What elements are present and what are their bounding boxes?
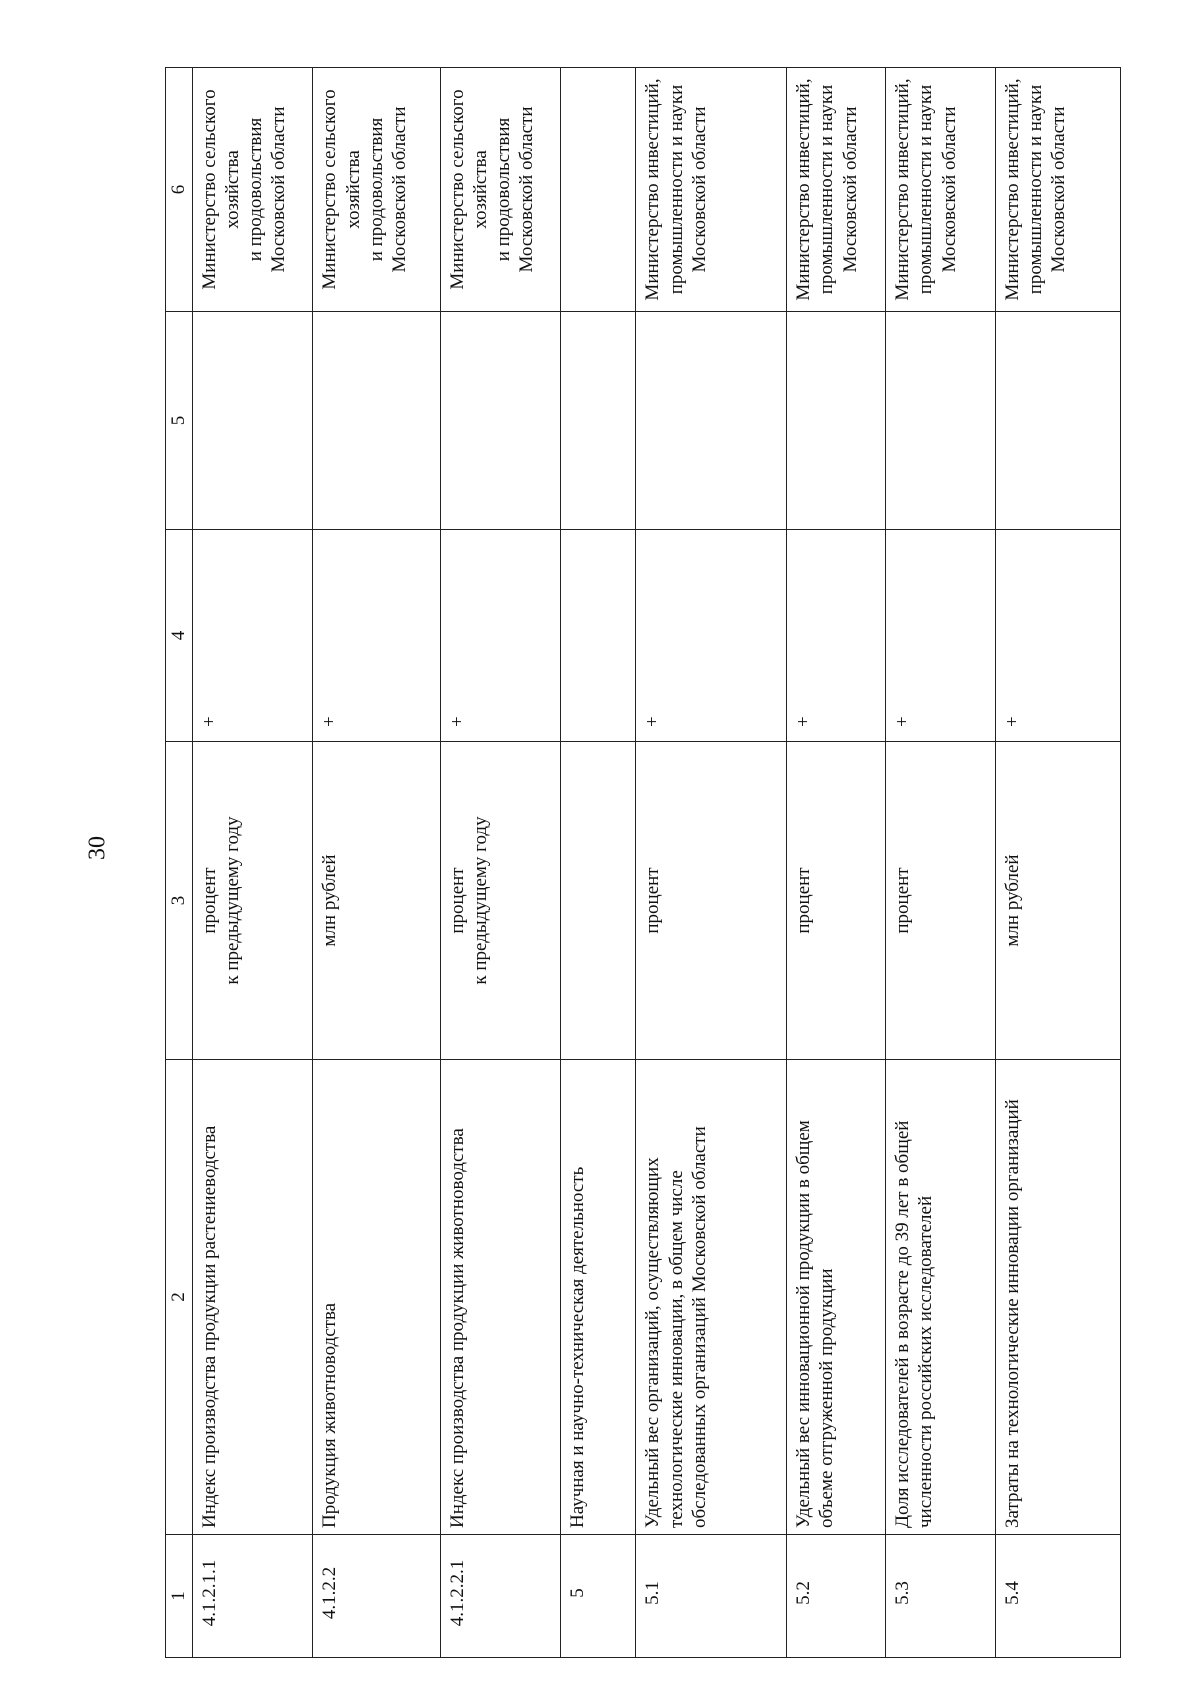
table-row [636,68,787,1658]
responsible-authority: Министерство инвестиций, промышленности и науки Московской области [636,68,787,312]
unit-of-measure [561,742,636,1060]
column-header: 5 [166,312,193,530]
table-row [787,68,886,1658]
unit-of-measure: процент [886,742,996,1060]
indicator-table-rotated [165,68,1121,1658]
indicator-table [165,67,1121,1658]
responsible-authority: Министерство сельского хозяйства и продовольствия Московской области [313,68,440,312]
column-header: 2 [166,1060,193,1535]
indicator-name: Индекс производства продукции животноводства [440,1060,561,1535]
availability-mark: + [787,530,886,742]
indicator-code: 5.1 [636,1535,787,1658]
unit-of-measure: млн рублей [313,742,440,1060]
indicator-code: 5 [561,1535,636,1658]
table-row [313,68,440,1658]
indicator-name: Доля исследователей в возрасте до 39 лет в общей численности российских исследователей [886,1060,996,1535]
column-header: 3 [166,742,193,1060]
table-header-row [166,68,193,1658]
indicator-name: Научная и научно-техническая деятельность [561,1060,636,1535]
table-row [996,68,1121,1658]
availability-mark: + [636,530,787,742]
unit-of-measure: процент к предыдущему году [192,742,313,1060]
responsible-authority: Министерство сельского хозяйства и продовольствия Московской области [192,68,313,312]
availability-mark: + [440,530,561,742]
indicator-code: 4.1.2.1.1 [192,1535,313,1658]
column-5-value [787,312,886,530]
indicator-code: 4.1.2.2 [313,1535,440,1658]
responsible-authority: Министерство инвестиций, промышленности и науки Московской области [996,68,1121,312]
table-row [440,68,561,1658]
indicator-code: 4.1.2.2.1 [440,1535,561,1658]
indicator-code: 5.4 [996,1535,1121,1658]
availability-mark: + [996,530,1121,742]
indicator-code: 5.3 [886,1535,996,1658]
indicator-name: Индекс производства продукции растениеводства [192,1060,313,1535]
responsible-authority: Министерство сельского хозяйства и продовольствия Московской области [440,68,561,312]
column-5-value [561,312,636,530]
responsible-authority: Министерство инвестиций, промышленности и науки Московской области [886,68,996,312]
column-header: 6 [166,68,193,312]
column-5-value [192,312,313,530]
column-header: 1 [166,1535,193,1658]
availability-mark: + [192,530,313,742]
indicator-name: Продукция животноводства [313,1060,440,1535]
column-header: 4 [166,530,193,742]
availability-mark: + [313,530,440,742]
indicator-name: Затраты на технологические инновации организаций [996,1060,1121,1535]
column-5-value [636,312,787,530]
responsible-authority: Министерство инвестиций, промышленности и науки Московской области [787,68,886,312]
availability-mark [561,530,636,742]
column-5-value [886,312,996,530]
column-5-value [313,312,440,530]
indicator-code: 5.2 [787,1535,886,1658]
indicator-name: Удельный вес организаций, осуществляющих технологические инновации, в общем числе обследованных организаций Московской области [636,1060,787,1535]
table-row [192,68,313,1658]
availability-mark: + [886,530,996,742]
page-number: 30 [84,836,111,860]
unit-of-measure: процент [787,742,886,1060]
unit-of-measure: млн рублей [996,742,1121,1060]
table-row [561,68,636,1658]
column-5-value [440,312,561,530]
column-5-value [996,312,1121,530]
unit-of-measure: процент к предыдущему году [440,742,561,1060]
unit-of-measure: процент [636,742,787,1060]
responsible-authority [561,68,636,312]
indicator-name: Удельный вес инновационной продукции в общем объеме отгруженной продукции [787,1060,886,1535]
table-row [886,68,996,1658]
